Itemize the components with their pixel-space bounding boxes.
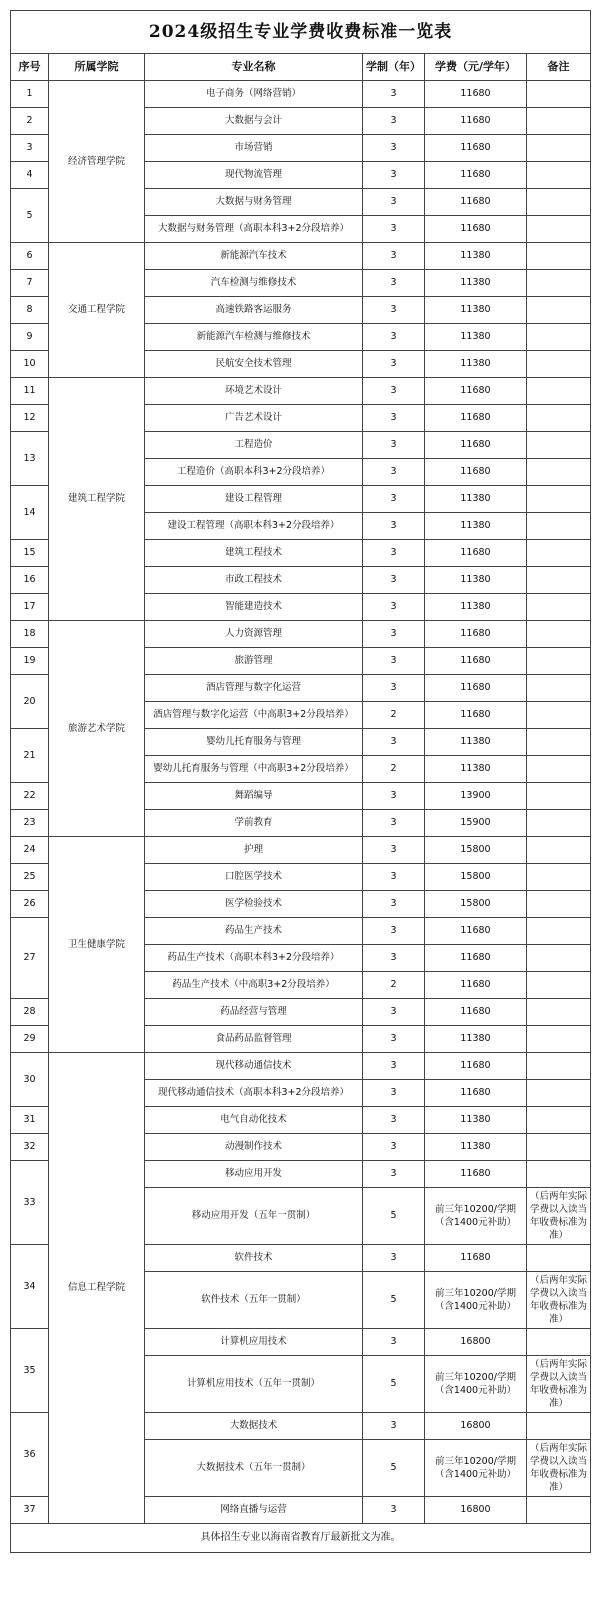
- major-name: 学前教育: [145, 810, 363, 837]
- tuition-fee: 11680: [425, 216, 527, 243]
- row-number: 18: [11, 621, 49, 648]
- tuition-fee: 11680: [425, 108, 527, 135]
- tuition-fee: 11380: [425, 594, 527, 621]
- tuition-fee: 11380: [425, 1107, 527, 1134]
- table-row: [11, 243, 591, 270]
- study-years: 5: [363, 1272, 425, 1329]
- remark-cell: [527, 1080, 591, 1107]
- study-years: 3: [363, 324, 425, 351]
- remark-cell: （后两年实际学费以入读当年收费标准为准）: [527, 1272, 591, 1329]
- row-number: 37: [11, 1497, 49, 1524]
- major-name: 药品生产技术（中高职3+2分段培养）: [145, 972, 363, 999]
- remark-cell: [527, 864, 591, 891]
- row-number: 3: [11, 135, 49, 162]
- major-name: 药品生产技术: [145, 918, 363, 945]
- tuition-fee: 15800: [425, 837, 527, 864]
- study-years: 3: [363, 162, 425, 189]
- row-number: 25: [11, 864, 49, 891]
- tuition-fee: 11380: [425, 297, 527, 324]
- remark-cell: [527, 567, 591, 594]
- major-name: 电子商务（网络营销）: [145, 81, 363, 108]
- remark-cell: [527, 378, 591, 405]
- major-name: 酒店管理与数字化运营: [145, 675, 363, 702]
- remark-cell: [527, 702, 591, 729]
- study-years: 3: [363, 108, 425, 135]
- footer-row: [11, 1524, 591, 1553]
- major-name: 工程造价（高职本科3+2分段培养）: [145, 459, 363, 486]
- study-years: 3: [363, 243, 425, 270]
- remark-cell: [527, 513, 591, 540]
- study-years: 3: [363, 189, 425, 216]
- study-years: 3: [363, 81, 425, 108]
- tuition-fee: 11680: [425, 432, 527, 459]
- row-number: 15: [11, 540, 49, 567]
- tuition-fee: 13900: [425, 783, 527, 810]
- remark-cell: [527, 459, 591, 486]
- row-number: 27: [11, 918, 49, 999]
- tuition-fee: 11680: [425, 1053, 527, 1080]
- college-name: 建筑工程学院: [49, 378, 145, 621]
- major-name: 人力资源管理: [145, 621, 363, 648]
- remark-cell: （后两年实际学费以入读当年收费标准为准）: [527, 1440, 591, 1497]
- tuition-fee: 11680: [425, 621, 527, 648]
- study-years: 3: [363, 729, 425, 756]
- study-years: 3: [363, 1245, 425, 1272]
- remark-cell: [527, 621, 591, 648]
- tuition-fee: 11380: [425, 1026, 527, 1053]
- row-number: 1: [11, 81, 49, 108]
- major-name: 口腔医学技术: [145, 864, 363, 891]
- study-years: 3: [363, 945, 425, 972]
- study-years: 3: [363, 513, 425, 540]
- tuition-fee: 11380: [425, 729, 527, 756]
- remark-cell: [527, 1161, 591, 1188]
- remark-cell: [527, 81, 591, 108]
- major-name: 软件技术（五年一贯制）: [145, 1272, 363, 1329]
- row-number: 4: [11, 162, 49, 189]
- tuition-fee: 11680: [425, 675, 527, 702]
- remark-cell: [527, 648, 591, 675]
- tuition-fee: 15900: [425, 810, 527, 837]
- tuition-fee: 11380: [425, 513, 527, 540]
- study-years: 3: [363, 405, 425, 432]
- row-number: 8: [11, 297, 49, 324]
- college-name: 旅游艺术学院: [49, 621, 145, 837]
- table-row: [11, 837, 591, 864]
- study-years: 2: [363, 756, 425, 783]
- tuition-fee: 11680: [425, 540, 527, 567]
- study-years: 3: [363, 1107, 425, 1134]
- study-years: 3: [363, 810, 425, 837]
- study-years: 3: [363, 1329, 425, 1356]
- remark-cell: [527, 135, 591, 162]
- tuition-fee: 11680: [425, 1161, 527, 1188]
- table-title: 2024级招生专业学费收费标准一览表: [11, 11, 591, 54]
- study-years: 3: [363, 648, 425, 675]
- row-number: 24: [11, 837, 49, 864]
- remark-cell: [527, 1134, 591, 1161]
- row-number: 33: [11, 1161, 49, 1245]
- row-number: 29: [11, 1026, 49, 1053]
- major-name: 广告艺术设计: [145, 405, 363, 432]
- major-name: 大数据与财务管理: [145, 189, 363, 216]
- major-name: 婴幼儿托育服务与管理（中高职3+2分段培养）: [145, 756, 363, 783]
- major-name: 大数据技术（五年一贯制）: [145, 1440, 363, 1497]
- major-name: 酒店管理与数字化运营（中高职3+2分段培养）: [145, 702, 363, 729]
- tuition-fee: 11380: [425, 270, 527, 297]
- row-number: 36: [11, 1413, 49, 1497]
- remark-cell: [527, 837, 591, 864]
- row-number: 16: [11, 567, 49, 594]
- tuition-fee: 11680: [425, 162, 527, 189]
- major-name: 计算机应用技术: [145, 1329, 363, 1356]
- study-years: 2: [363, 972, 425, 999]
- remark-cell: [527, 675, 591, 702]
- tuition-fee: 11680: [425, 999, 527, 1026]
- major-name: 舞蹈编导: [145, 783, 363, 810]
- study-years: 3: [363, 594, 425, 621]
- study-years: 3: [363, 864, 425, 891]
- major-name: 网络直播与运营: [145, 1497, 363, 1524]
- tuition-fee: 11680: [425, 81, 527, 108]
- header-no: 序号: [11, 54, 49, 81]
- study-years: 3: [363, 1497, 425, 1524]
- study-years: 5: [363, 1188, 425, 1245]
- study-years: 3: [363, 297, 425, 324]
- major-name: 现代移动通信技术: [145, 1053, 363, 1080]
- study-years: 3: [363, 567, 425, 594]
- major-name: 婴幼儿托育服务与管理: [145, 729, 363, 756]
- tuition-fee: 前三年10200/学期（含1400元补助）: [425, 1272, 527, 1329]
- row-number: 6: [11, 243, 49, 270]
- major-name: 药品经营与管理: [145, 999, 363, 1026]
- study-years: 2: [363, 702, 425, 729]
- major-name: 新能源汽车检测与维修技术: [145, 324, 363, 351]
- row-number: 30: [11, 1053, 49, 1107]
- row-number: 22: [11, 783, 49, 810]
- major-name: 药品生产技术（高职本科3+2分段培养）: [145, 945, 363, 972]
- table-row: [11, 81, 591, 108]
- study-years: 3: [363, 459, 425, 486]
- remark-cell: [527, 945, 591, 972]
- header-years: 学制（年）: [363, 54, 425, 81]
- tuition-fee: 11680: [425, 135, 527, 162]
- tuition-fee: 15800: [425, 864, 527, 891]
- study-years: 3: [363, 270, 425, 297]
- major-name: 市政工程技术: [145, 567, 363, 594]
- major-name: 智能建造技术: [145, 594, 363, 621]
- remark-cell: [527, 1497, 591, 1524]
- remark-cell: （后两年实际学费以入读当年收费标准为准）: [527, 1188, 591, 1245]
- tuition-fee: 11380: [425, 486, 527, 513]
- remark-cell: [527, 972, 591, 999]
- major-name: 移动应用开发（五年一贯制）: [145, 1188, 363, 1245]
- tuition-fee: 11680: [425, 459, 527, 486]
- header-major: 专业名称: [145, 54, 363, 81]
- major-name: 建筑工程技术: [145, 540, 363, 567]
- row-number: 31: [11, 1107, 49, 1134]
- row-number: 26: [11, 891, 49, 918]
- remark-cell: [527, 783, 591, 810]
- study-years: 3: [363, 1080, 425, 1107]
- row-number: 9: [11, 324, 49, 351]
- major-name: 电气自动化技术: [145, 1107, 363, 1134]
- row-number: 21: [11, 729, 49, 783]
- tuition-fee: 11380: [425, 567, 527, 594]
- study-years: 3: [363, 351, 425, 378]
- study-years: 5: [363, 1356, 425, 1413]
- major-name: 现代物流管理: [145, 162, 363, 189]
- row-number: 28: [11, 999, 49, 1026]
- remark-cell: [527, 918, 591, 945]
- major-name: 大数据技术: [145, 1413, 363, 1440]
- remark-cell: [527, 162, 591, 189]
- remark-cell: [527, 891, 591, 918]
- row-number: 20: [11, 675, 49, 729]
- major-name: 移动应用开发: [145, 1161, 363, 1188]
- tuition-fee: 15800: [425, 891, 527, 918]
- study-years: 3: [363, 837, 425, 864]
- row-number: 14: [11, 486, 49, 540]
- tuition-fee: 11680: [425, 918, 527, 945]
- major-name: 动漫制作技术: [145, 1134, 363, 1161]
- college-name: 经济管理学院: [49, 81, 145, 243]
- study-years: 5: [363, 1440, 425, 1497]
- study-years: 3: [363, 783, 425, 810]
- header-fee: 学费（元/学年）: [425, 54, 527, 81]
- header-remark: 备注: [527, 54, 591, 81]
- row-number: 13: [11, 432, 49, 486]
- tuition-fee: 11680: [425, 1245, 527, 1272]
- tuition-fee: 11680: [425, 405, 527, 432]
- study-years: 3: [363, 216, 425, 243]
- major-name: 计算机应用技术（五年一贯制）: [145, 1356, 363, 1413]
- tuition-fee: 11380: [425, 324, 527, 351]
- header-college: 所属学院: [49, 54, 145, 81]
- row-number: 12: [11, 405, 49, 432]
- major-name: 环境艺术设计: [145, 378, 363, 405]
- major-name: 软件技术: [145, 1245, 363, 1272]
- tuition-fee: 前三年10200/学期（含1400元补助）: [425, 1356, 527, 1413]
- major-name: 大数据与财务管理（高职本科3+2分段培养）: [145, 216, 363, 243]
- tuition-fee: 16800: [425, 1497, 527, 1524]
- remark-cell: [527, 270, 591, 297]
- college-name: 卫生健康学院: [49, 837, 145, 1053]
- remark-cell: [527, 189, 591, 216]
- study-years: 3: [363, 1134, 425, 1161]
- major-name: 建设工程管理（高职本科3+2分段培养）: [145, 513, 363, 540]
- table-row: [11, 1053, 591, 1080]
- remark-cell: [527, 243, 591, 270]
- remark-cell: [527, 729, 591, 756]
- row-number: 11: [11, 378, 49, 405]
- remark-cell: （后两年实际学费以入读当年收费标准为准）: [527, 1356, 591, 1413]
- study-years: 3: [363, 999, 425, 1026]
- row-number: 32: [11, 1134, 49, 1161]
- study-years: 3: [363, 918, 425, 945]
- remark-cell: [527, 1245, 591, 1272]
- study-years: 3: [363, 891, 425, 918]
- tuition-fee: 11680: [425, 972, 527, 999]
- study-years: 3: [363, 432, 425, 459]
- row-number: 17: [11, 594, 49, 621]
- tuition-fee: 11680: [425, 189, 527, 216]
- remark-cell: [527, 1329, 591, 1356]
- row-number: 7: [11, 270, 49, 297]
- remark-cell: [527, 1053, 591, 1080]
- study-years: 3: [363, 378, 425, 405]
- remark-cell: [527, 1107, 591, 1134]
- tuition-fee: 11380: [425, 351, 527, 378]
- fee-table: [10, 10, 591, 1553]
- study-years: 3: [363, 1161, 425, 1188]
- tuition-fee: 11380: [425, 243, 527, 270]
- row-number: 10: [11, 351, 49, 378]
- remark-cell: [527, 108, 591, 135]
- major-name: 食品药品监督管理: [145, 1026, 363, 1053]
- remark-cell: [527, 432, 591, 459]
- tuition-fee: 16800: [425, 1413, 527, 1440]
- study-years: 3: [363, 621, 425, 648]
- remark-cell: [527, 540, 591, 567]
- row-number: 34: [11, 1245, 49, 1329]
- row-number: 2: [11, 108, 49, 135]
- tuition-fee: 11380: [425, 756, 527, 783]
- major-name: 旅游管理: [145, 648, 363, 675]
- tuition-fee: 前三年10200/学期（含1400元补助）: [425, 1440, 527, 1497]
- tuition-fee: 11680: [425, 378, 527, 405]
- fee-table-sheet: [10, 10, 590, 1590]
- remark-cell: [527, 999, 591, 1026]
- table-row: [11, 621, 591, 648]
- college-name: 交通工程学院: [49, 243, 145, 378]
- footer-note: 具体招生专业以海南省教育厅最新批文为准。: [11, 1524, 591, 1553]
- major-name: 高速铁路客运服务: [145, 297, 363, 324]
- remark-cell: [527, 594, 591, 621]
- major-name: 大数据与会计: [145, 108, 363, 135]
- remark-cell: [527, 1413, 591, 1440]
- study-years: 3: [363, 675, 425, 702]
- study-years: 3: [363, 540, 425, 567]
- major-name: 工程造价: [145, 432, 363, 459]
- tuition-fee: 11680: [425, 945, 527, 972]
- tuition-fee: 16800: [425, 1329, 527, 1356]
- major-name: 现代移动通信技术（高职本科3+2分段培养）: [145, 1080, 363, 1107]
- row-number: 19: [11, 648, 49, 675]
- tuition-fee: 前三年10200/学期（含1400元补助）: [425, 1188, 527, 1245]
- remark-cell: [527, 405, 591, 432]
- major-name: 医学检验技术: [145, 891, 363, 918]
- study-years: 3: [363, 1413, 425, 1440]
- college-name: 信息工程学院: [49, 1053, 145, 1524]
- tuition-fee: 11680: [425, 648, 527, 675]
- remark-cell: [527, 324, 591, 351]
- remark-cell: [527, 1026, 591, 1053]
- tuition-fee: 11680: [425, 1080, 527, 1107]
- remark-cell: [527, 297, 591, 324]
- major-name: 新能源汽车技术: [145, 243, 363, 270]
- major-name: 汽车检测与维修技术: [145, 270, 363, 297]
- remark-cell: [527, 486, 591, 513]
- tuition-fee: 11680: [425, 702, 527, 729]
- study-years: 3: [363, 486, 425, 513]
- remark-cell: [527, 351, 591, 378]
- row-number: 35: [11, 1329, 49, 1413]
- major-name: 市场营销: [145, 135, 363, 162]
- table-row: [11, 378, 591, 405]
- row-number: 23: [11, 810, 49, 837]
- major-name: 建设工程管理: [145, 486, 363, 513]
- major-name: 护理: [145, 837, 363, 864]
- study-years: 3: [363, 135, 425, 162]
- major-name: 民航安全技术管理: [145, 351, 363, 378]
- study-years: 3: [363, 1026, 425, 1053]
- remark-cell: [527, 810, 591, 837]
- tuition-fee: 11380: [425, 1134, 527, 1161]
- row-number: 5: [11, 189, 49, 243]
- study-years: 3: [363, 1053, 425, 1080]
- remark-cell: [527, 756, 591, 783]
- remark-cell: [527, 216, 591, 243]
